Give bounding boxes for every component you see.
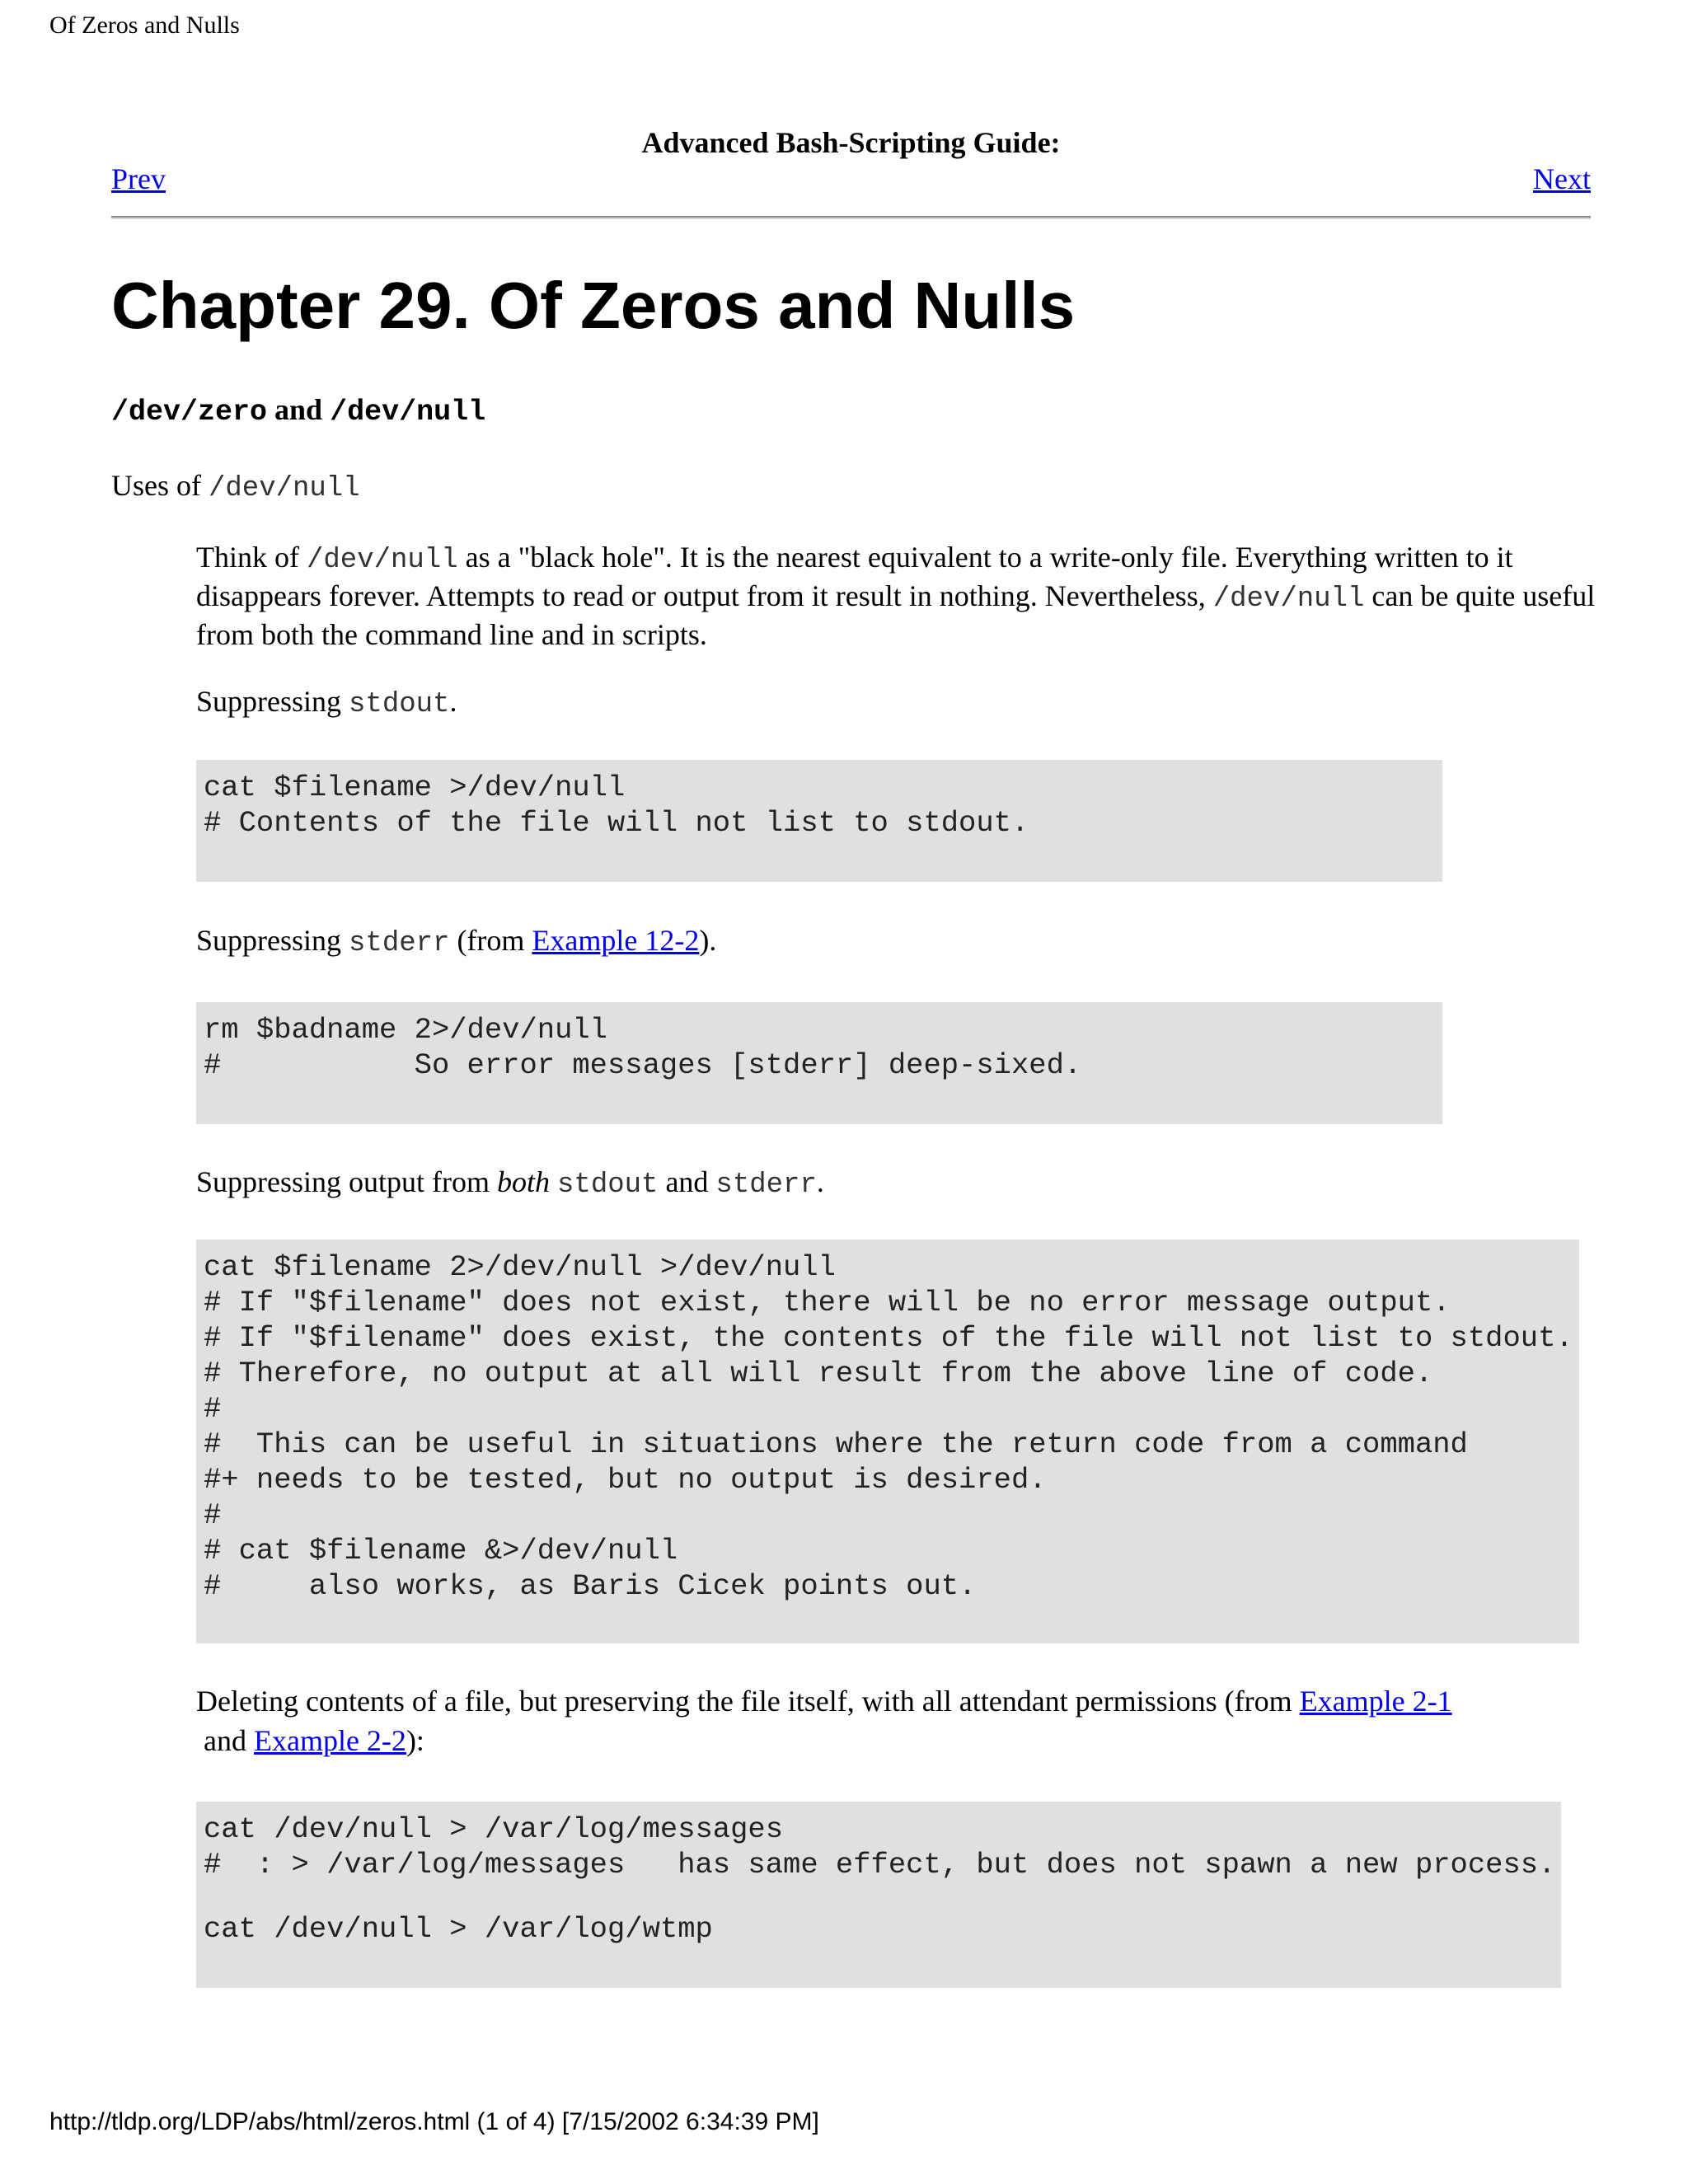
subheading-code: /dev/null xyxy=(208,473,360,504)
code-line: cat /dev/null > /var/log/messages xyxy=(204,1812,784,1846)
code-block-stderr xyxy=(196,1002,1442,1124)
caption-text: Deleting contents of a file, but preserving the file itself, with all attendant permissions (from xyxy=(196,1685,1300,1718)
next-link[interactable]: Next xyxy=(1533,162,1591,195)
caption-text xyxy=(550,1165,557,1198)
caption-code: stderr xyxy=(349,928,450,959)
example-2-2-link[interactable]: Example 2-2 xyxy=(253,1724,406,1757)
section-heading xyxy=(111,391,485,430)
page-header-title: Of Zeros and Nulls xyxy=(49,12,240,39)
caption-code: stdout xyxy=(557,1169,659,1201)
page-footer-url: http://tldp.org/LDP/abs/html/zeros.html (1 of 4) [7/15/2002 6:34:39 PM] xyxy=(49,2108,819,2135)
suppress-stderr-caption xyxy=(196,923,1597,962)
caption-code: stderr xyxy=(715,1169,817,1201)
caption-text: ): xyxy=(406,1724,424,1757)
code-line: cat /dev/null > /var/log/wtmp xyxy=(204,1912,713,1946)
caption-text: . xyxy=(449,685,457,718)
caption-text: and xyxy=(196,1724,254,1757)
example-2-1-link[interactable]: Example 2-1 xyxy=(1299,1685,1452,1718)
code-line: # also works, as Baris Cicek points out. xyxy=(204,1569,977,1603)
code-block-delete xyxy=(196,1802,1561,1988)
code-line: #+ needs to be tested, but no output is desired. xyxy=(204,1463,1047,1497)
code-block-stdout xyxy=(196,760,1442,882)
code-line: cat $filename 2>/dev/null >/dev/null xyxy=(204,1250,836,1284)
intro-code-2: /dev/null xyxy=(1212,583,1365,615)
intro-text-2: as a "black hole". It is the nearest equivalent to a write-only file. Everything written to it disappears forever. Attempts to read or output from it result in nothing. Nevertheless, xyxy=(196,541,1513,612)
intro-text-1: Think of xyxy=(196,541,307,574)
suppress-both-caption xyxy=(196,1165,1597,1203)
section-code-dev-null: /dev/null xyxy=(330,396,486,429)
code-line: # If "$filename" does not exist, there will be no error message output. xyxy=(204,1286,1451,1319)
code-line: rm $badname 2>/dev/null xyxy=(204,1013,607,1047)
intro-text-3: can be quite useful from both the command line and in scripts. xyxy=(196,579,1596,651)
nav-title: Advanced Bash-Scripting Guide: xyxy=(641,126,1061,159)
caption-text: Suppressing xyxy=(196,924,349,957)
code-line: # So error messages [stderr] deep-sixed. xyxy=(204,1048,1082,1082)
code-line: # Contents of the file will not list to stdout. xyxy=(204,806,1029,840)
subheading xyxy=(111,467,360,507)
caption-code: stdout xyxy=(349,689,450,720)
caption-emphasis: both xyxy=(497,1165,551,1198)
caption-text: and xyxy=(658,1165,716,1198)
section-code-dev-zero: /dev/zero xyxy=(111,396,268,429)
code-blank-line xyxy=(204,1882,1553,1911)
intro-paragraph xyxy=(196,540,1597,653)
caption-text: . xyxy=(816,1165,824,1198)
code-line: # xyxy=(204,1392,222,1426)
chapter-title: Chapter 29. Of Zeros and Nulls xyxy=(111,269,1076,342)
caption-text: (from xyxy=(449,924,532,957)
deleting-caption xyxy=(196,1681,1597,1760)
caption-text: Suppressing output from xyxy=(196,1165,497,1198)
caption-text: ). xyxy=(699,924,717,957)
code-line: # xyxy=(204,1498,222,1532)
intro-code-1: /dev/null xyxy=(306,545,458,576)
suppress-stdout-caption xyxy=(196,684,1597,723)
code-line: # : > /var/log/messages has same effect, but does not spawn a new process. xyxy=(204,1848,1556,1882)
subheading-text: Uses of xyxy=(111,469,209,502)
code-line: # This can be useful in situations where the return code from a command xyxy=(204,1427,1468,1461)
example-12-2-link[interactable]: Example 12-2 xyxy=(532,924,700,957)
header-divider xyxy=(111,216,1591,219)
code-line: # If "$filename" does exist, the contents of the file will not list to stdout. xyxy=(204,1321,1573,1355)
prev-link[interactable]: Prev xyxy=(111,162,166,195)
caption-text: Suppressing xyxy=(196,685,349,718)
code-block-both xyxy=(196,1240,1579,1643)
code-line: # Therefore, no output at all will result from the above line of code. xyxy=(204,1357,1433,1390)
code-line: # cat $filename &>/dev/null xyxy=(204,1534,678,1568)
section-joiner: and xyxy=(267,393,331,426)
code-line: cat $filename >/dev/null xyxy=(204,771,626,804)
